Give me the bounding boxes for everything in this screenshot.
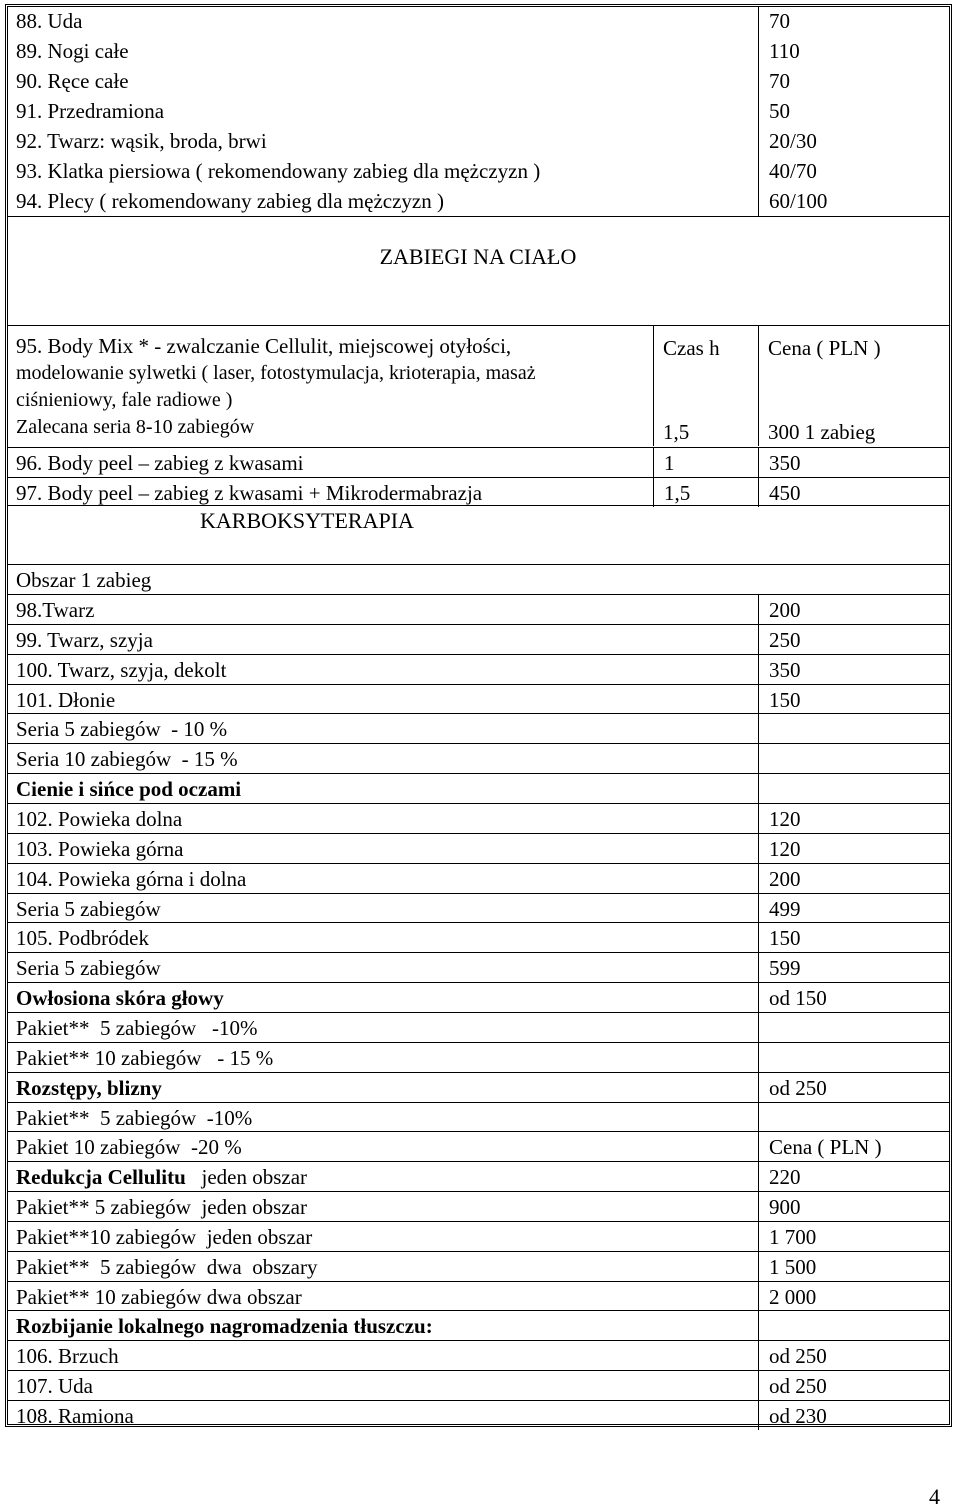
table-row (7, 6, 949, 36)
table-row (7, 922, 949, 952)
table-row (7, 36, 949, 66)
row-label: Pakiet** 10 zabiegów dwa obszar (16, 1284, 302, 1309)
row-label: Pakiet 10 zabiegów -20 % (16, 1135, 242, 1160)
row-label: 100. Twarz, szyja, dekolt (16, 657, 227, 682)
body-mix-line4: Zalecana seria 8-10 zabiegów (16, 416, 255, 438)
table-row (7, 1340, 949, 1370)
row-label: 92. Twarz: wąsik, broda, brwi (16, 129, 267, 153)
table-row (7, 1251, 949, 1281)
row-label: 91. Przedramiona (16, 99, 165, 123)
row-label: 106. Brzuch (16, 1344, 119, 1369)
price-header: Cena ( PLN ) (768, 336, 881, 360)
row-label: 101. Dłonie (16, 687, 116, 712)
table-row (7, 654, 949, 684)
row-price: 200 (758, 864, 949, 893)
row-price: 200 (758, 595, 949, 624)
row-price: 900 (758, 1192, 949, 1221)
row-time: 1,5 (653, 478, 758, 507)
body-mix-line3: ciśnieniowy, fale radiowe ) (16, 389, 233, 411)
table-row (7, 773, 949, 803)
table-row (7, 893, 949, 923)
row-label: Seria 5 zabiegów (16, 956, 161, 981)
row-price: 60/100 (758, 186, 949, 216)
table-row (7, 684, 949, 714)
table-row (7, 66, 949, 96)
table-row (7, 982, 949, 1012)
time-header: Czas h (663, 336, 720, 360)
row-label: Pakiet** 5 zabiegów dwa obszary (16, 1254, 318, 1279)
row-label: 90. Ręce całe (16, 69, 129, 93)
row-price: 1 700 (758, 1222, 949, 1251)
table-row (7, 1310, 949, 1340)
row-price: 20/30 (758, 126, 949, 156)
table-row (7, 713, 949, 743)
row-label: 94. Plecy ( rekomendowany zabieg dla mężczyzn ) (16, 189, 444, 213)
row-price: 110 (758, 36, 949, 66)
section-heading-karbo: KARBOKSYTERAPIA (200, 508, 414, 533)
table-row (7, 952, 949, 982)
row-price: 1 500 (758, 1252, 949, 1281)
row-label: Obszar 1 zabieg (16, 568, 152, 592)
row-price: 70 (758, 66, 949, 96)
table-row (7, 477, 949, 507)
body-mix-line2: modelowanie sylwetki ( laser, fotostymulacja, krioterapia, masaż (16, 362, 536, 384)
table-row (7, 833, 949, 863)
row-label (7, 1162, 758, 1191)
table-row (7, 186, 949, 216)
row-price: 150 (758, 685, 949, 714)
table-row (7, 1012, 949, 1042)
body-mix-line1: 95. Body Mix * - zwalczanie Cellulit, miejscowej otyłości, (16, 334, 512, 358)
table-row (7, 96, 949, 126)
row-label: Owłosiona skóra głowy (16, 986, 224, 1010)
table-row (7, 1042, 949, 1072)
row-price: od 250 (758, 1073, 949, 1102)
row-label-rest: jeden obszar (185, 1165, 308, 1190)
body-mix-description (16, 333, 646, 441)
row-price (758, 1103, 949, 1132)
row-price: 250 (758, 625, 949, 654)
row-label: Pakiet**10 zabiegów jeden obszar (16, 1224, 313, 1249)
row-label: 89. Nogi całe (16, 39, 129, 63)
row-price: 450 (758, 478, 949, 507)
table-row (7, 803, 949, 833)
row-price (758, 1043, 949, 1072)
table-row (7, 1161, 949, 1191)
time-column-divider (653, 326, 654, 446)
table-row (7, 1191, 949, 1221)
row-label: 88. Uda (16, 9, 83, 33)
row-label: 107. Uda (16, 1374, 93, 1399)
row-label: Cienie i sińce pod oczami (16, 777, 242, 802)
row-price: Cena ( PLN ) (758, 1132, 949, 1161)
row-time: 1 (653, 448, 758, 477)
row-label: 93. Klatka piersiowa ( rekomendowany zabieg dla mężczyzn ) (16, 159, 541, 183)
row-label: Pakiet** 10 zabiegów - 15 % (16, 1045, 274, 1070)
row-price: 499 (758, 894, 949, 923)
body-mix-price: 300 1 zabieg (768, 420, 876, 444)
body-mix-time: 1,5 (663, 420, 690, 444)
table-row (7, 1102, 949, 1132)
row-label: Seria 5 zabiegów - 10 % (16, 717, 228, 742)
row-label: Rozstępy, blizny (16, 1075, 162, 1100)
row-label-bold: Redukcja Cellulitu (16, 1165, 186, 1190)
row-price: od 150 (758, 983, 949, 1012)
row-label: 108. Ramiona (16, 1404, 134, 1428)
table-row (7, 743, 949, 773)
section-heading-row (7, 216, 949, 325)
row-price: od 250 (758, 1371, 949, 1400)
row-label: 104. Powieka górna i dolna (16, 866, 247, 891)
body-mix-row (7, 325, 949, 447)
table-row (7, 1221, 949, 1251)
row-label: 99. Twarz, szyja (16, 627, 153, 652)
table-row (7, 564, 949, 594)
table-row (7, 1131, 949, 1161)
row-price: od 230 (758, 1401, 949, 1430)
row-price: 2 000 (758, 1282, 949, 1311)
table-row (7, 624, 949, 654)
table-row (7, 863, 949, 893)
section-heading-body: ZABIEGI NA CIAŁO (379, 244, 577, 269)
row-label: Pakiet** 5 zabiegów -10% (16, 1105, 253, 1130)
table-row (7, 447, 949, 477)
row-price: 50 (758, 96, 949, 126)
row-price: 220 (758, 1162, 949, 1191)
page-number: 4 (929, 1484, 940, 1509)
table-row (7, 1400, 949, 1430)
row-label: 103. Powieka górna (16, 836, 184, 861)
price-column-divider (758, 326, 759, 446)
row-price: 350 (758, 448, 949, 477)
table-row (7, 156, 949, 186)
row-price: 120 (758, 804, 949, 833)
row-price: 120 (758, 834, 949, 863)
row-price: 40/70 (758, 156, 949, 186)
row-price (758, 744, 949, 773)
table-row (7, 1281, 949, 1311)
row-price: 350 (758, 655, 949, 684)
row-price: 599 (758, 953, 949, 982)
row-label: 105. Podbródek (16, 926, 149, 951)
row-price: 150 (758, 923, 949, 952)
row-price (758, 1311, 949, 1340)
table-row (7, 1370, 949, 1400)
row-label: Seria 10 zabiegów - 15 % (16, 747, 238, 772)
row-label: 96. Body peel – zabieg z kwasami (16, 451, 304, 475)
row-price (758, 714, 949, 743)
row-label: 98.Twarz (16, 598, 95, 622)
row-price (758, 774, 949, 803)
row-label: 102. Powieka dolna (16, 807, 183, 831)
row-label: Pakiet** 5 zabiegów jeden obszar (16, 1195, 307, 1219)
table-row (7, 1072, 949, 1102)
row-label: 97. Body peel – zabieg z kwasami + Mikrodermabrazja (16, 481, 483, 505)
row-label: Pakiet** 5 zabiegów -10% (16, 1015, 258, 1040)
row-price: od 250 (758, 1341, 949, 1370)
row-price (758, 1013, 949, 1042)
row-price: 70 (758, 6, 949, 36)
row-label: Rozbijanie lokalnego nagromadzenia tłuszczu: (16, 1314, 433, 1339)
table-row (7, 594, 949, 624)
row-label: Seria 5 zabiegów (16, 896, 161, 921)
table-row (7, 126, 949, 156)
